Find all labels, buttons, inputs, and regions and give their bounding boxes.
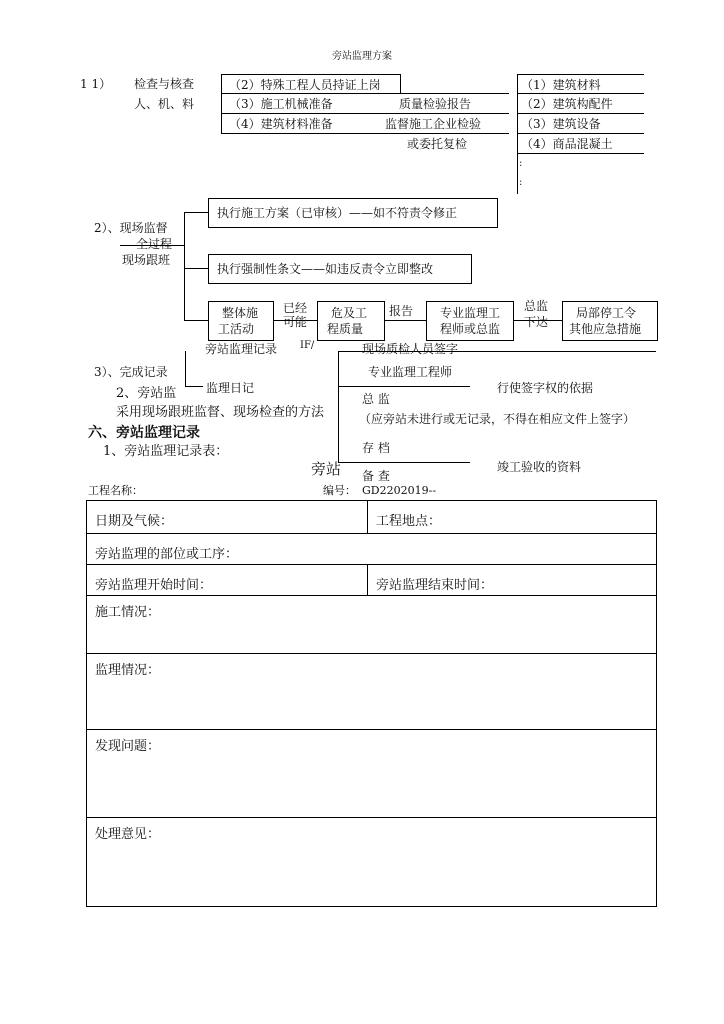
cell-date-weather <box>86 500 368 534</box>
page-header-title: 旁站监理方案 <box>332 51 392 62</box>
box-stop-work-order <box>562 301 658 341</box>
archive-line <box>338 462 470 463</box>
section1-line-4 <box>221 133 509 134</box>
right-item-1: （1）建筑材料 <box>521 78 601 92</box>
section1-top-tick <box>400 74 401 93</box>
mid-item-2: （2）特殊工程人员持证上岗 <box>229 78 381 92</box>
label-already: 已经 <box>283 301 308 315</box>
section1-top-line <box>221 74 401 75</box>
project-name-label: 工程名称： <box>88 484 143 497</box>
section2-label-3: 现场跟班 <box>122 253 171 267</box>
right-dot-1: : <box>519 158 523 169</box>
label-report: 报告 <box>389 304 414 318</box>
supervision-diary: 监理日记 <box>206 381 255 395</box>
label-possible: 可能 <box>283 315 308 329</box>
box-engineer-line1: 专业监理工 <box>440 306 501 320</box>
section3-label: 3）、完成记录 <box>94 365 168 379</box>
section1-line-2 <box>221 93 509 94</box>
section1-label-resources: 人、机、料 <box>134 97 195 111</box>
box-overall-activity <box>208 301 274 341</box>
location-label: 工程地点： <box>376 514 442 529</box>
box-danger-line1: 危及工 <box>331 306 368 320</box>
construction-status-label: 施工情况： <box>95 605 161 620</box>
section1-label-check: 检查与核查 <box>134 77 195 91</box>
fragment-left: IF/ <box>300 340 315 351</box>
start-time-label: 旁站监理开始时间： <box>95 578 213 593</box>
branch-plan <box>184 212 208 213</box>
mid-item-3: （3）施工机械准备 <box>229 97 333 111</box>
cell-handling-opinions <box>86 817 657 907</box>
section6-sub1: 1、旁站监理记录表： <box>103 444 229 459</box>
section2-tree-trunk <box>184 212 185 320</box>
right-line-5 <box>517 153 644 154</box>
section2-label-1: 2）、现场监督 <box>94 221 168 235</box>
section3-sub2: 2、旁站监 <box>116 386 177 401</box>
number-label: 编号： <box>323 484 356 497</box>
label-issue: 下达 <box>524 315 549 329</box>
professional-engineer-label: 专业监理工程师 <box>368 365 453 379</box>
section3-diary-branch <box>185 386 203 387</box>
archive-label: 存 档 <box>362 441 390 455</box>
section3-mid-trunk <box>338 351 339 463</box>
right-dot-2: : <box>519 177 523 188</box>
box-construction-plan-text: 执行施工方案（已审核）——如不符责令修正 <box>217 206 458 220</box>
cell-supervision-status <box>86 653 657 730</box>
box-mandatory-provisions-text: 执行强制性条文——如违反责令立即整改 <box>217 262 434 276</box>
box-professional-engineer <box>426 301 514 341</box>
box-construction-plan <box>208 198 498 228</box>
number-value: GD2202019-- <box>362 484 437 497</box>
problems-found-label: 发现问题： <box>95 739 161 754</box>
label-chief: 总监 <box>524 299 549 313</box>
box-mandatory-provisions <box>208 254 472 284</box>
right-line-3 <box>517 113 644 114</box>
section1-line-3 <box>221 113 509 114</box>
cell-problems-found <box>86 729 657 818</box>
section1-right-bracket <box>517 74 518 194</box>
box-endanger-quality <box>317 301 385 341</box>
branch-mandatory <box>184 268 208 269</box>
fragment-right: 现场质检人员签字 <box>362 342 459 356</box>
box-stop-line1: 局部停工令 <box>576 306 637 320</box>
section2-connector <box>120 245 184 246</box>
box-danger-line2: 程质量 <box>327 322 364 336</box>
section2-label-2: 全过程 <box>136 237 173 251</box>
section3-method: 采用现场跟班监督、现场检查的方法 <box>116 405 325 420</box>
cell-end-time <box>367 564 657 596</box>
right-line-1 <box>517 74 644 75</box>
arrow-danger-engineer <box>384 320 426 321</box>
quality-report-label: 质量检验报告 <box>399 97 472 111</box>
acceptance-data-label: 竣工验收的资料 <box>497 460 582 474</box>
form-title: 旁站 <box>311 460 342 478</box>
end-time-label: 旁站监理结束时间： <box>376 578 494 593</box>
box-activity-line2: 工活动 <box>218 322 255 336</box>
cell-start-time <box>86 564 368 596</box>
signing-basis-label: 行使签字权的依据 <box>497 381 594 395</box>
box-activity-line1: 整体施 <box>222 306 259 320</box>
signing-note: （应旁站未进行或无记录，不得在相应文件上签字） <box>359 412 636 426</box>
right-item-3: （3）建筑设备 <box>521 117 601 131</box>
right-item-4: （4）商品混凝土 <box>521 137 613 151</box>
supervise-label-1: 监督施工企业检验 <box>385 117 482 131</box>
mid-item-4: （4）建筑材料准备 <box>229 117 333 131</box>
backup-label: 备 查 <box>362 469 390 483</box>
handling-opinions-label: 处理意见： <box>95 827 161 842</box>
section1-number: 1 1） <box>80 77 112 91</box>
chief-supervisor-label: 总 监 <box>362 392 390 406</box>
supervision-status-label: 监理情况： <box>95 663 161 678</box>
supervise-label-2: 或委托复检 <box>407 137 468 151</box>
branch-activity <box>184 320 208 321</box>
section3-left-trunk <box>185 351 186 387</box>
right-item-2: （2）建筑构配件 <box>521 97 613 111</box>
section6-heading: 六、旁站监理记录 <box>88 425 200 441</box>
section1-left-bracket <box>221 74 222 133</box>
section3-top-line <box>338 351 656 352</box>
record-top-label: 旁站监理记录 <box>205 342 278 356</box>
cell-construction-status <box>86 595 657 654</box>
cell-location <box>367 500 657 534</box>
date-weather-label: 日期及气候： <box>95 514 174 529</box>
box-stop-line2: 其他应急措施 <box>569 322 642 336</box>
box-engineer-line2: 程师或总监 <box>440 322 501 336</box>
engineer-line <box>338 386 470 387</box>
part-process-label: 旁站监理的部位或工序： <box>95 547 239 562</box>
right-line-2 <box>517 93 644 94</box>
right-line-4 <box>517 133 644 134</box>
cell-part-process <box>86 533 657 565</box>
